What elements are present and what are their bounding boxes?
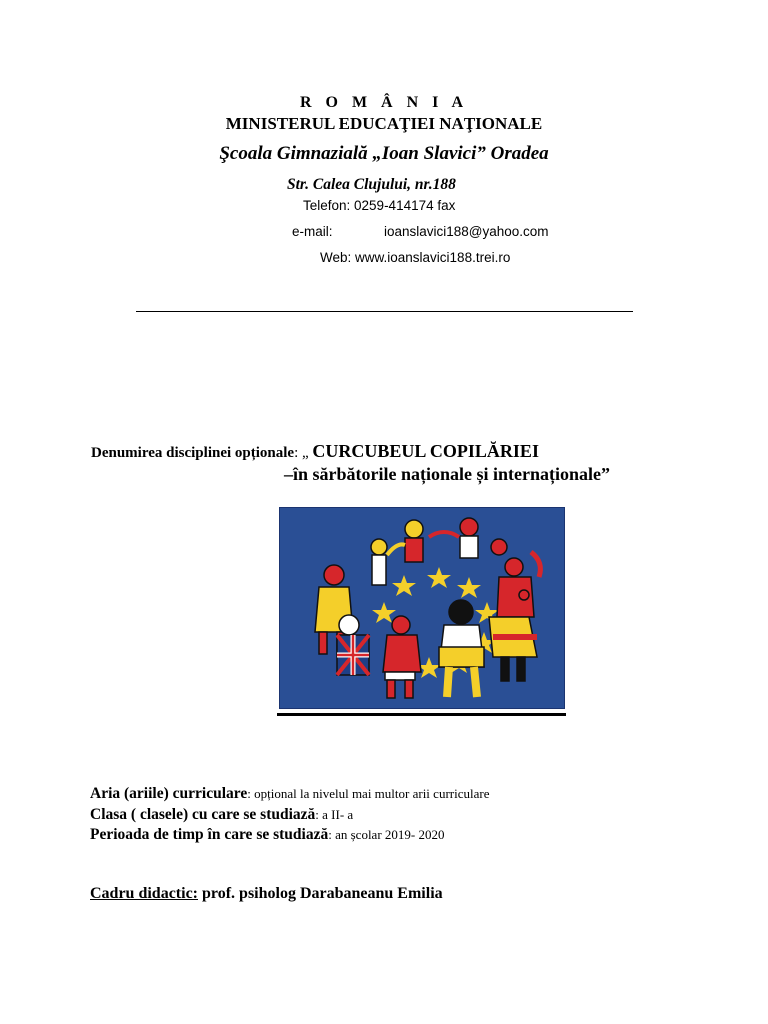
class-value: : a II- a: [315, 807, 354, 822]
class-label: Clasa ( clasele) cu care se studiază: [90, 806, 316, 823]
period-label: Perioada de timp în care se studiază: [90, 826, 329, 843]
country-heading: R O M Â N I A: [299, 94, 469, 111]
discipline-label: Denumirea disciplinei opționale: [91, 445, 295, 461]
discipline-subtitle: –în sărbătorile naționale și internaționale”: [284, 464, 610, 484]
teacher-name: prof. psiholog Darabaneanu Emilia: [198, 885, 443, 902]
teacher-label: Cadru didactic:: [90, 885, 198, 902]
school-name: Şcoala Gimnazială „Ioan Slavici” Oradea: [219, 143, 549, 164]
children-eu-flag-illustration: [279, 507, 565, 709]
curricular-area-line: [90, 785, 489, 803]
teacher-line: [90, 885, 443, 903]
discipline-line: [91, 441, 539, 462]
curricular-area-value: : opțional la nivelul mai multor arii curriculare: [247, 786, 490, 801]
period-value: : an școlar 2019- 2020: [328, 827, 445, 842]
curricular-area-label: Aria (ariile) curriculare: [90, 785, 248, 802]
email-address[interactable]: ioanslavici188@yahoo.com: [384, 224, 549, 239]
class-line: [90, 806, 353, 824]
discipline-title: CURCUBEUL COPILĂRIEI: [312, 441, 539, 461]
email-label: e-mail:: [292, 224, 333, 239]
period-line: [90, 826, 445, 844]
street-address: Str. Calea Clujului, nr.188: [287, 176, 456, 193]
phone-line: Telefon: 0259-414174 fax: [303, 198, 456, 213]
website-line[interactable]: Web: www.ioanslavici188.trei.ro: [320, 250, 511, 265]
header-divider: [136, 311, 633, 312]
image-underline: [277, 713, 566, 716]
ministry-heading: MINISTERUL EDUCAŢIEI NAŢIONALE: [225, 114, 543, 133]
discipline-colon: : „: [294, 445, 313, 461]
